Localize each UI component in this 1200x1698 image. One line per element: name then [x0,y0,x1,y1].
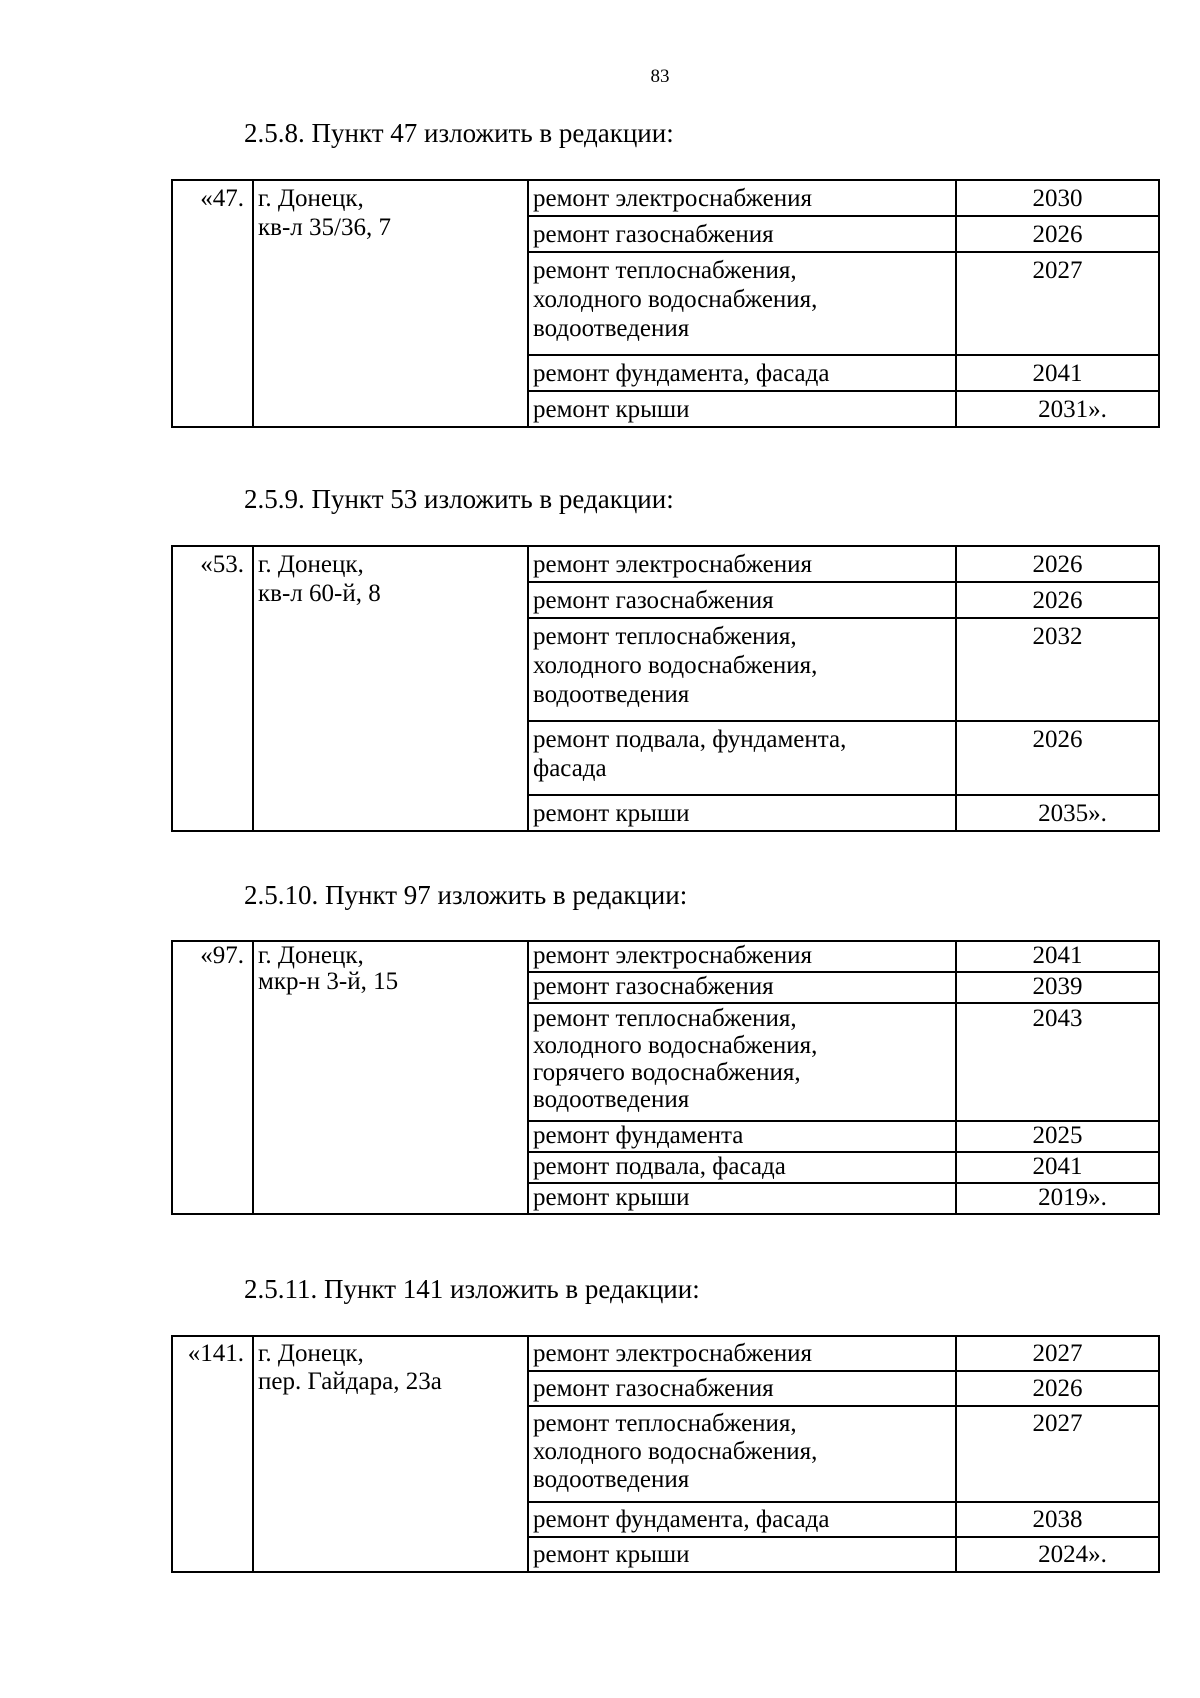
work-year: 2030 [956,180,1159,216]
address-street: пер. Гайдара, 23а [258,1368,442,1395]
work-name: ремонт крыши [528,1537,956,1572]
work-year [956,1537,1159,1572]
work-year: 2041 [956,1152,1159,1183]
work-year: 2032 [956,618,1159,721]
address-city: г. Донецк, [258,551,364,578]
work-name: ремонт теплоснабжения, холодного водоснабжения, водоотведения [528,1406,956,1502]
table-row [172,1336,1159,1371]
work-name: ремонт крыши [528,1183,956,1214]
work-name: ремонт фундамента, фасада [528,1502,956,1537]
table-row [172,546,1159,582]
work-year-text: 2019». [1038,1184,1107,1211]
item-number: «53. [172,546,253,831]
section-heading: 2.5.9. Пункт 53 изложить в редакции: [244,484,674,514]
work-year: 2025 [956,1121,1159,1152]
section-heading: 2.5.8. Пункт 47 изложить в редакции: [244,118,674,148]
work-name: ремонт подвала, фасада [528,1152,956,1183]
work-year: 2026 [956,1371,1159,1406]
work-year: 2041 [956,941,1159,972]
work-year: 2026 [956,582,1159,618]
section-heading: 2.5.11. Пункт 141 изложить в редакции: [244,1274,700,1304]
work-year: 2026 [956,546,1159,582]
work-year: 2038 [956,1502,1159,1537]
work-name: ремонт газоснабжения [528,1371,956,1406]
amendment-table [171,179,1160,428]
page-number: 83 [650,66,670,87]
work-name: ремонт теплоснабжения, холодного водоснабжения, водоотведения [528,618,956,721]
item-number: «141. [172,1336,253,1572]
work-name: ремонт электроснабжения [528,546,956,582]
work-year [956,1183,1159,1214]
address-city: г. Донецк, [258,185,364,212]
work-name: ремонт электроснабжения [528,1336,956,1371]
work-name: ремонт газоснабжения [528,972,956,1003]
work-year: 2039 [956,972,1159,1003]
table-row [172,180,1159,216]
work-year [956,391,1159,427]
work-name: ремонт фундамента, фасада [528,355,956,391]
work-year-text: 2024». [1038,1541,1107,1568]
work-year: 2027 [956,1336,1159,1371]
work-year: 2027 [956,252,1159,355]
work-name: ремонт электроснабжения [528,941,956,972]
work-name: ремонт газоснабжения [528,582,956,618]
work-year-text: 2035». [1038,800,1107,827]
work-name: ремонт газоснабжения [528,216,956,252]
address [253,941,528,1214]
address-city: г. Донецк, [258,1340,364,1367]
item-number: «97. [172,941,253,1214]
work-year-text: 2031». [1038,396,1107,423]
address [253,1336,528,1572]
work-name: ремонт электроснабжения [528,180,956,216]
address [253,180,528,427]
work-year: 2027 [956,1406,1159,1502]
work-year: 2043 [956,1003,1159,1121]
work-name: ремонт фундамента [528,1121,956,1152]
amendment-table [171,545,1160,832]
amendment-table [171,1335,1160,1573]
section-heading: 2.5.10. Пункт 97 изложить в редакции: [244,880,688,910]
address-street: мкр-н 3-й, 15 [258,968,399,995]
work-name: ремонт крыши [528,795,956,831]
address [253,546,528,831]
item-number: «47. [172,180,253,427]
work-year: 2026 [956,216,1159,252]
address-street: кв-л 35/36, 7 [258,214,391,241]
work-name: ремонт теплоснабжения, холодного водоснабжения, водоотведения [528,252,956,355]
work-name: ремонт крыши [528,391,956,427]
amendment-table [171,940,1160,1215]
address-street: кв-л 60-й, 8 [258,580,381,607]
work-year: 2041 [956,355,1159,391]
work-name: ремонт теплоснабжения, холодного водоснабжения, горячего водоснабжения, водоотведения [528,1003,956,1121]
table-row [172,941,1159,972]
work-year [956,795,1159,831]
work-year: 2026 [956,721,1159,795]
work-name: ремонт подвала, фундамента, фасада [528,721,956,795]
address-city: г. Донецк, [258,942,364,969]
